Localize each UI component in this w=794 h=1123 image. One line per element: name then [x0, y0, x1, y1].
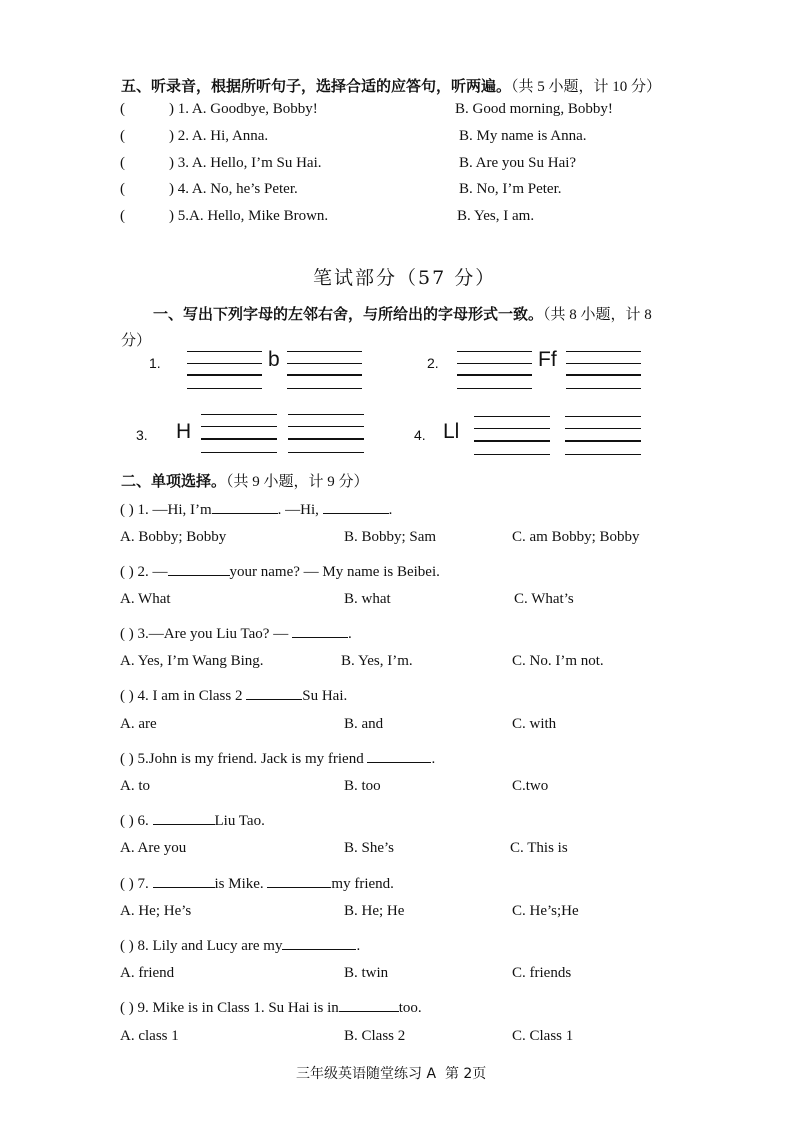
question [120, 747, 435, 768]
question-text: Liu Tao. [214, 813, 265, 829]
option-a: A. class 1 [120, 1028, 179, 1044]
option-a: A. What [120, 591, 171, 607]
paren-close: ) [169, 128, 174, 144]
page-number: 第 2页 [444, 1066, 487, 1082]
letters-heading-text: 一、写出下列字母的左邻右舍，与所给出的字母形式一致。 [153, 305, 544, 323]
list-item [120, 155, 322, 172]
option-c: C. Class 1 [512, 1028, 574, 1044]
question-text: ( ) 4. I am in Class 2 [120, 688, 247, 704]
answer-blank[interactable] [323, 498, 389, 514]
paren-close: ) [169, 155, 174, 171]
question-text: ( ) 7. [120, 876, 153, 892]
choice-heading-text: 二、单项选择。 [121, 472, 227, 490]
option-c: C. What’s [514, 591, 574, 607]
question-text: your name? — My name is Beibei. [229, 564, 440, 580]
option-b: B. what [344, 591, 391, 607]
option-c: C. No. I’m not. [512, 653, 604, 669]
option-b: B. My name is Anna. [459, 128, 587, 144]
question [120, 498, 392, 519]
option-a: A. to [120, 778, 150, 794]
given-letter: H [176, 420, 192, 443]
option-b: B. Bobby; Sam [344, 529, 437, 545]
question-text: ( ) 2. — [120, 564, 168, 580]
list-item [120, 208, 328, 225]
option-b: B. too [344, 778, 381, 794]
question [120, 872, 394, 893]
given-letter: Ll [443, 420, 460, 443]
option-a: Hi, Anna. [210, 128, 269, 144]
answer-blank[interactable] [267, 872, 331, 888]
letters-heading-note: （共 8 小题，计 8 [543, 307, 652, 323]
answer-blank[interactable] [282, 934, 356, 950]
paren-open: ( [120, 101, 125, 117]
option-b: B. Yes, I am. [457, 208, 535, 224]
list-item [120, 181, 298, 198]
letter-item-number: 2. [427, 355, 439, 371]
answer-blank[interactable] [168, 560, 230, 576]
list-item [120, 101, 318, 118]
paren-open: ( [120, 208, 125, 224]
answer-blank[interactable] [339, 996, 399, 1012]
answer-blank[interactable] [153, 872, 215, 888]
option-a: A. Are you [120, 840, 187, 856]
option-a: A. He; He’s [120, 903, 192, 919]
given-letter: b [268, 348, 280, 371]
question-text: ( ) 8. Lily and Lucy are my [120, 938, 283, 954]
option-a: A. Bobby; Bobby [120, 529, 227, 545]
choice-heading [121, 470, 369, 491]
paren-open: ( [120, 181, 125, 197]
question [120, 560, 440, 581]
list-item [120, 128, 268, 145]
item-number: 3. A. [177, 155, 207, 171]
option-a: No, he’s Peter. [210, 181, 298, 197]
option-b: B. He; He [344, 903, 405, 919]
page-footer [296, 1063, 486, 1083]
question-text: ( ) 6. [120, 813, 153, 829]
option-a: A. Yes, I’m Wang Bing. [120, 653, 264, 669]
paren-close: ) [169, 208, 174, 224]
written-section-title: 笔试部分（57 分） [313, 267, 497, 289]
question-text: ( ) 9. Mike is in Class 1. Su Hai is in [120, 1000, 339, 1016]
choice-heading-note: （共 9 小题，计 9 分） [226, 474, 369, 490]
item-number: 2. A. [177, 128, 207, 144]
option-b: B. and [344, 716, 384, 732]
question [120, 809, 265, 830]
given-letter: Ff [538, 348, 557, 371]
option-a: Hello, Mike Brown. [207, 208, 329, 224]
paren-open: ( [120, 155, 125, 171]
letters-heading [153, 303, 652, 324]
item-number: 4. A. [177, 181, 207, 197]
answer-blank[interactable] [212, 498, 278, 514]
question-text: . [431, 751, 436, 767]
option-b: B. Yes, I’m. [341, 653, 413, 669]
option-a: Goodbye, Bobby! [210, 101, 318, 117]
question-text: my friend. [331, 876, 394, 892]
option-b: B. twin [344, 965, 389, 981]
answer-blank[interactable] [367, 747, 431, 763]
item-number: 5.A. [177, 208, 204, 224]
option-c: C. with [512, 716, 557, 732]
option-a: A. friend [120, 965, 175, 981]
option-a: A. are [120, 716, 157, 732]
item-number: 1. A. [177, 101, 207, 117]
option-a: Hello, I’m Su Hai. [210, 155, 322, 171]
option-c: C. This is [510, 840, 568, 856]
paren-close: ) [169, 101, 174, 117]
listening-heading-text: 五、听录音，根据所听句子，选择合适的应答句，听两遍。 [121, 77, 512, 95]
letter-item-number: 3. [136, 427, 148, 443]
paren-close: ) [169, 181, 174, 197]
option-b: B. Good morning, Bobby! [455, 101, 613, 117]
option-c: C. He’s;He [512, 903, 579, 919]
listening-heading [121, 75, 661, 96]
answer-blank[interactable] [153, 809, 215, 825]
question [120, 622, 352, 643]
question-text: . [388, 502, 393, 518]
question-text: ( ) 3.—Are you Liu Tao? — [120, 626, 292, 642]
question [120, 684, 347, 705]
question-text: ( ) 1. —Hi, I’m [120, 502, 212, 518]
question [120, 934, 360, 955]
question-text: . —Hi, [277, 502, 323, 518]
option-b: B. No, I’m Peter. [459, 181, 562, 197]
paren-open: ( [120, 128, 125, 144]
letters-heading-note-cont: 分） [121, 333, 152, 349]
answer-blank[interactable] [292, 622, 348, 638]
letter-item-number: 1. [149, 355, 161, 371]
question-text: too. [398, 1000, 422, 1016]
option-c: C.two [512, 778, 549, 794]
question-text: . [356, 938, 361, 954]
listening-heading-note: （共 5 小题，计 10 分） [511, 79, 662, 95]
question [120, 996, 422, 1017]
option-c: C. friends [512, 965, 572, 981]
question-text: ( ) 5.John is my friend. Jack is my friend [120, 751, 368, 767]
option-b: B. She’s [344, 840, 395, 856]
letter-item-number: 4. [414, 427, 426, 443]
question-text: Su Hai. [302, 688, 348, 704]
answer-blank[interactable] [246, 684, 302, 700]
question-text: is Mike. [214, 876, 268, 892]
footer-title: 三年级英语随堂练习 A [296, 1066, 437, 1082]
option-c: C. am Bobby; Bobby [512, 529, 640, 545]
option-b: B. Are you Su Hai? [459, 155, 577, 171]
option-b: B. Class 2 [344, 1028, 406, 1044]
question-text: . [347, 626, 352, 642]
